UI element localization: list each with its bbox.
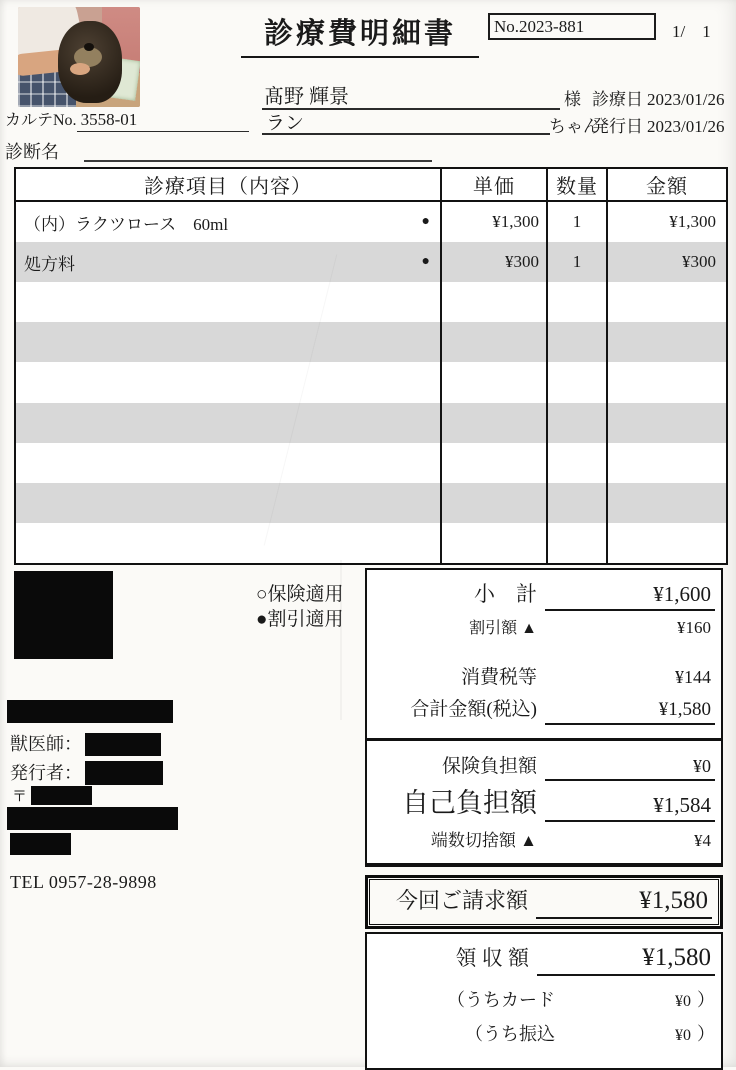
telephone-number: TEL 0957-28-9898 bbox=[10, 872, 157, 892]
qty-cell bbox=[546, 523, 606, 563]
unit-price-cell bbox=[440, 403, 546, 443]
application-legend bbox=[256, 582, 344, 632]
radio-unselected-icon: ○ bbox=[256, 584, 268, 605]
column-header-qty: 数量 bbox=[546, 169, 606, 200]
transfer-portion-row bbox=[367, 1020, 721, 1046]
total-value: ¥1,580 bbox=[545, 699, 715, 725]
qty-cell bbox=[546, 483, 606, 523]
amount-cell: ¥300 bbox=[606, 242, 726, 282]
table-row-empty bbox=[16, 403, 726, 443]
visit-date-value: 2023/01/26 bbox=[647, 90, 725, 109]
unit-price-cell bbox=[440, 362, 546, 402]
insurance-applied-label: 保険適用 bbox=[267, 584, 344, 605]
redacted-issuer-name bbox=[85, 761, 163, 785]
issue-date-value: 2023/01/26 bbox=[647, 117, 725, 136]
qty-cell bbox=[546, 443, 606, 483]
item-text: 処方料 bbox=[24, 254, 75, 274]
unit-price-cell: ¥300 bbox=[440, 242, 546, 282]
discount-value: ¥160 bbox=[677, 618, 711, 637]
qty-cell: 1 bbox=[546, 202, 606, 242]
item-cell bbox=[16, 403, 440, 443]
discount-bullet-icon: ● bbox=[421, 254, 430, 270]
scan-crease bbox=[340, 560, 342, 720]
unit-price-cell: ¥1,300 bbox=[440, 202, 546, 242]
insurance-burden-value: ¥0 bbox=[545, 756, 715, 781]
item-text: （内）ラクツロース 60ml bbox=[24, 214, 229, 234]
table-row bbox=[16, 202, 726, 242]
receipt-amount-row bbox=[367, 942, 721, 976]
transfer-portion-label: （うち振込 bbox=[465, 1024, 555, 1044]
table-row-empty bbox=[16, 362, 726, 402]
rounding-value: ¥4 bbox=[694, 831, 711, 850]
discount-row bbox=[367, 615, 721, 640]
tax-label: 消費税等 bbox=[460, 667, 537, 688]
totals-panel bbox=[365, 568, 723, 1070]
issuer-label: 発行者： bbox=[10, 763, 82, 783]
amount-cell bbox=[606, 322, 726, 362]
billing-box-inner bbox=[369, 879, 719, 925]
owner-name: 髙野 輝景 bbox=[264, 86, 349, 108]
pet-name-field bbox=[262, 108, 550, 135]
amount-cell bbox=[606, 443, 726, 483]
billing-row bbox=[370, 884, 718, 919]
page-title: 診療費明細書 bbox=[241, 11, 479, 58]
tax-value: ¥144 bbox=[675, 667, 711, 687]
photo-hand bbox=[70, 63, 90, 75]
insurance-applied-row bbox=[256, 582, 344, 607]
redacted-clinic-name bbox=[7, 700, 173, 723]
issue-date-row bbox=[592, 112, 728, 137]
amount-cell bbox=[606, 483, 726, 523]
item-cell bbox=[16, 362, 440, 402]
tax-row bbox=[367, 662, 721, 690]
column-header-amount: 金額 bbox=[606, 169, 726, 200]
document-number-box: No.2023-881 bbox=[488, 13, 656, 40]
amount-cell bbox=[606, 282, 726, 322]
qty-cell: 1 bbox=[546, 242, 606, 282]
owner-honorific: 様 bbox=[564, 90, 581, 109]
karte-label: カルテNo. bbox=[5, 112, 77, 129]
subtotal-box bbox=[365, 568, 723, 741]
billing-value: ¥1,580 bbox=[536, 887, 712, 919]
visit-date-row bbox=[592, 85, 728, 110]
unit-price-cell bbox=[440, 483, 546, 523]
qty-cell bbox=[546, 403, 606, 443]
postal-mark: 〒 bbox=[12, 789, 28, 805]
table-row-empty bbox=[16, 443, 726, 483]
unit-price-cell bbox=[440, 282, 546, 322]
table-row-empty bbox=[16, 282, 726, 322]
billing-label: 今回ご請求額 bbox=[395, 888, 528, 913]
discount-bullet-icon: ● bbox=[421, 214, 430, 230]
table-row-empty bbox=[16, 322, 726, 362]
column-header-unit-price: 単価 bbox=[440, 169, 546, 200]
subtotal-row bbox=[367, 578, 721, 611]
amount-cell: ¥1,300 bbox=[606, 202, 726, 242]
photo-dog-nose bbox=[84, 43, 94, 51]
qty-cell bbox=[546, 322, 606, 362]
pet-honorific: ちゃん bbox=[549, 117, 600, 136]
card-portion-row bbox=[367, 986, 721, 1012]
item-cell bbox=[16, 443, 440, 483]
unit-price-cell bbox=[440, 443, 546, 483]
transfer-portion-close: ） bbox=[697, 1024, 715, 1044]
item-cell bbox=[16, 322, 440, 362]
subtotal-label: 小 計 bbox=[474, 582, 537, 606]
item-cell bbox=[16, 202, 440, 242]
owner-name-field bbox=[262, 80, 560, 110]
table-header-row bbox=[16, 169, 726, 202]
self-burden-row bbox=[367, 781, 721, 822]
veterinarian-label: 獣医師： bbox=[10, 734, 82, 754]
billing-box bbox=[365, 875, 723, 929]
receipt-box bbox=[365, 932, 723, 1070]
receipt-amount-label: 領 収 額 bbox=[455, 946, 529, 970]
self-burden-label: 自己負担額 bbox=[402, 788, 537, 818]
table-row-empty bbox=[16, 483, 726, 523]
qty-cell bbox=[546, 282, 606, 322]
item-cell bbox=[16, 483, 440, 523]
issue-date-label: 発行日 bbox=[592, 117, 643, 136]
rounding-label: 端数切捨額 ▲ bbox=[430, 831, 537, 850]
redacted-block bbox=[14, 571, 113, 659]
redacted-postal-code bbox=[31, 786, 92, 805]
subtotal-value: ¥1,600 bbox=[545, 582, 715, 611]
redacted-veterinarian-name bbox=[85, 733, 161, 756]
radio-selected-icon: ● bbox=[256, 609, 268, 630]
burden-box bbox=[365, 741, 723, 867]
item-cell bbox=[16, 282, 440, 322]
visit-date-label: 診療日 bbox=[592, 90, 643, 109]
qty-cell bbox=[546, 362, 606, 402]
receipt-amount-value: ¥1,580 bbox=[537, 944, 715, 976]
page-number: 1/ 1 bbox=[672, 22, 711, 41]
discount-label: 割引額 ▲ bbox=[469, 620, 537, 637]
item-cell bbox=[16, 523, 440, 563]
total-row bbox=[367, 694, 721, 725]
discount-applied-label: 割引適用 bbox=[267, 609, 344, 630]
diagnosis-label: 診断名 bbox=[5, 142, 59, 162]
transfer-portion-value: ¥0 bbox=[675, 1027, 691, 1044]
pet-photo bbox=[18, 7, 140, 107]
column-header-item: 診療項目（内容） bbox=[144, 176, 312, 198]
insurance-burden-label: 保険負担額 bbox=[441, 756, 537, 777]
redacted-address-line2 bbox=[10, 833, 71, 855]
table-row-empty bbox=[16, 523, 726, 563]
amount-cell bbox=[606, 362, 726, 402]
card-portion-value: ¥0 bbox=[675, 993, 691, 1010]
karte-number-row bbox=[5, 107, 249, 133]
amount-cell bbox=[606, 523, 726, 563]
unit-price-cell bbox=[440, 322, 546, 362]
spacer bbox=[367, 640, 721, 662]
pet-name: ラン bbox=[266, 113, 305, 134]
table-row bbox=[16, 242, 726, 282]
self-burden-value: ¥1,584 bbox=[545, 793, 715, 822]
item-cell bbox=[16, 242, 440, 282]
karte-number: 3558-01 bbox=[77, 110, 249, 132]
discount-applied-row bbox=[256, 607, 344, 632]
redacted-address-line bbox=[7, 807, 178, 830]
diagnosis-field bbox=[84, 136, 432, 162]
treatment-table bbox=[14, 167, 728, 565]
rounding-row bbox=[367, 826, 721, 853]
card-portion-label: （うちカード bbox=[447, 990, 555, 1010]
total-label: 合計金額(税込) bbox=[410, 699, 537, 720]
unit-price-cell bbox=[440, 523, 546, 563]
card-portion-close: ） bbox=[697, 990, 715, 1010]
insurance-burden-row bbox=[367, 751, 721, 781]
amount-cell bbox=[606, 403, 726, 443]
